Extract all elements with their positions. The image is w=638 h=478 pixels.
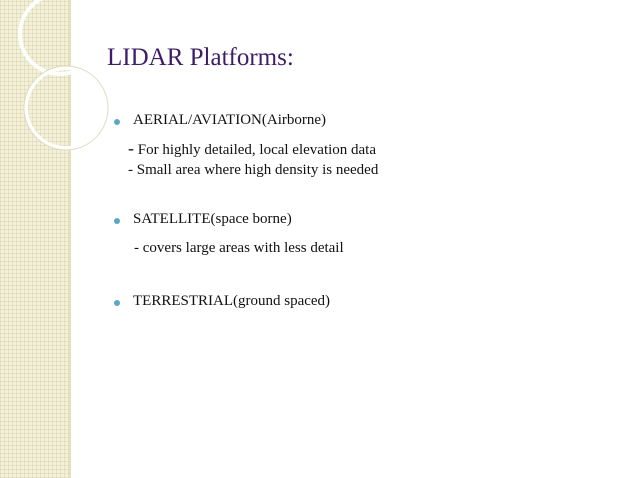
slide-title: LIDAR Platforms: bbox=[107, 44, 294, 71]
sub-text: covers large areas with less detail bbox=[139, 240, 344, 256]
sub-detail-large-areas bbox=[134, 240, 344, 257]
sub-dash: - bbox=[128, 138, 134, 158]
sub-dash: - bbox=[134, 240, 139, 256]
bullet-dot-3 bbox=[114, 300, 120, 306]
bullet-dot-1 bbox=[114, 119, 120, 125]
sub-text: Small area where high density is needed bbox=[133, 162, 379, 178]
sub-text: For highly detailed, local elevation data bbox=[134, 142, 377, 158]
sub-detail-local-elevation bbox=[128, 138, 376, 159]
bullet-satellite: SATELLITE(space borne) bbox=[133, 211, 292, 227]
sub-dash: - bbox=[128, 162, 133, 178]
bullet-dot-2 bbox=[114, 218, 120, 224]
bullet-terrestrial: TERRESTRIAL(ground spaced) bbox=[133, 293, 331, 309]
sub-detail-small-area bbox=[128, 162, 378, 179]
bullet-aerial: AERIAL/AVIATION(Airborne) bbox=[133, 112, 327, 128]
